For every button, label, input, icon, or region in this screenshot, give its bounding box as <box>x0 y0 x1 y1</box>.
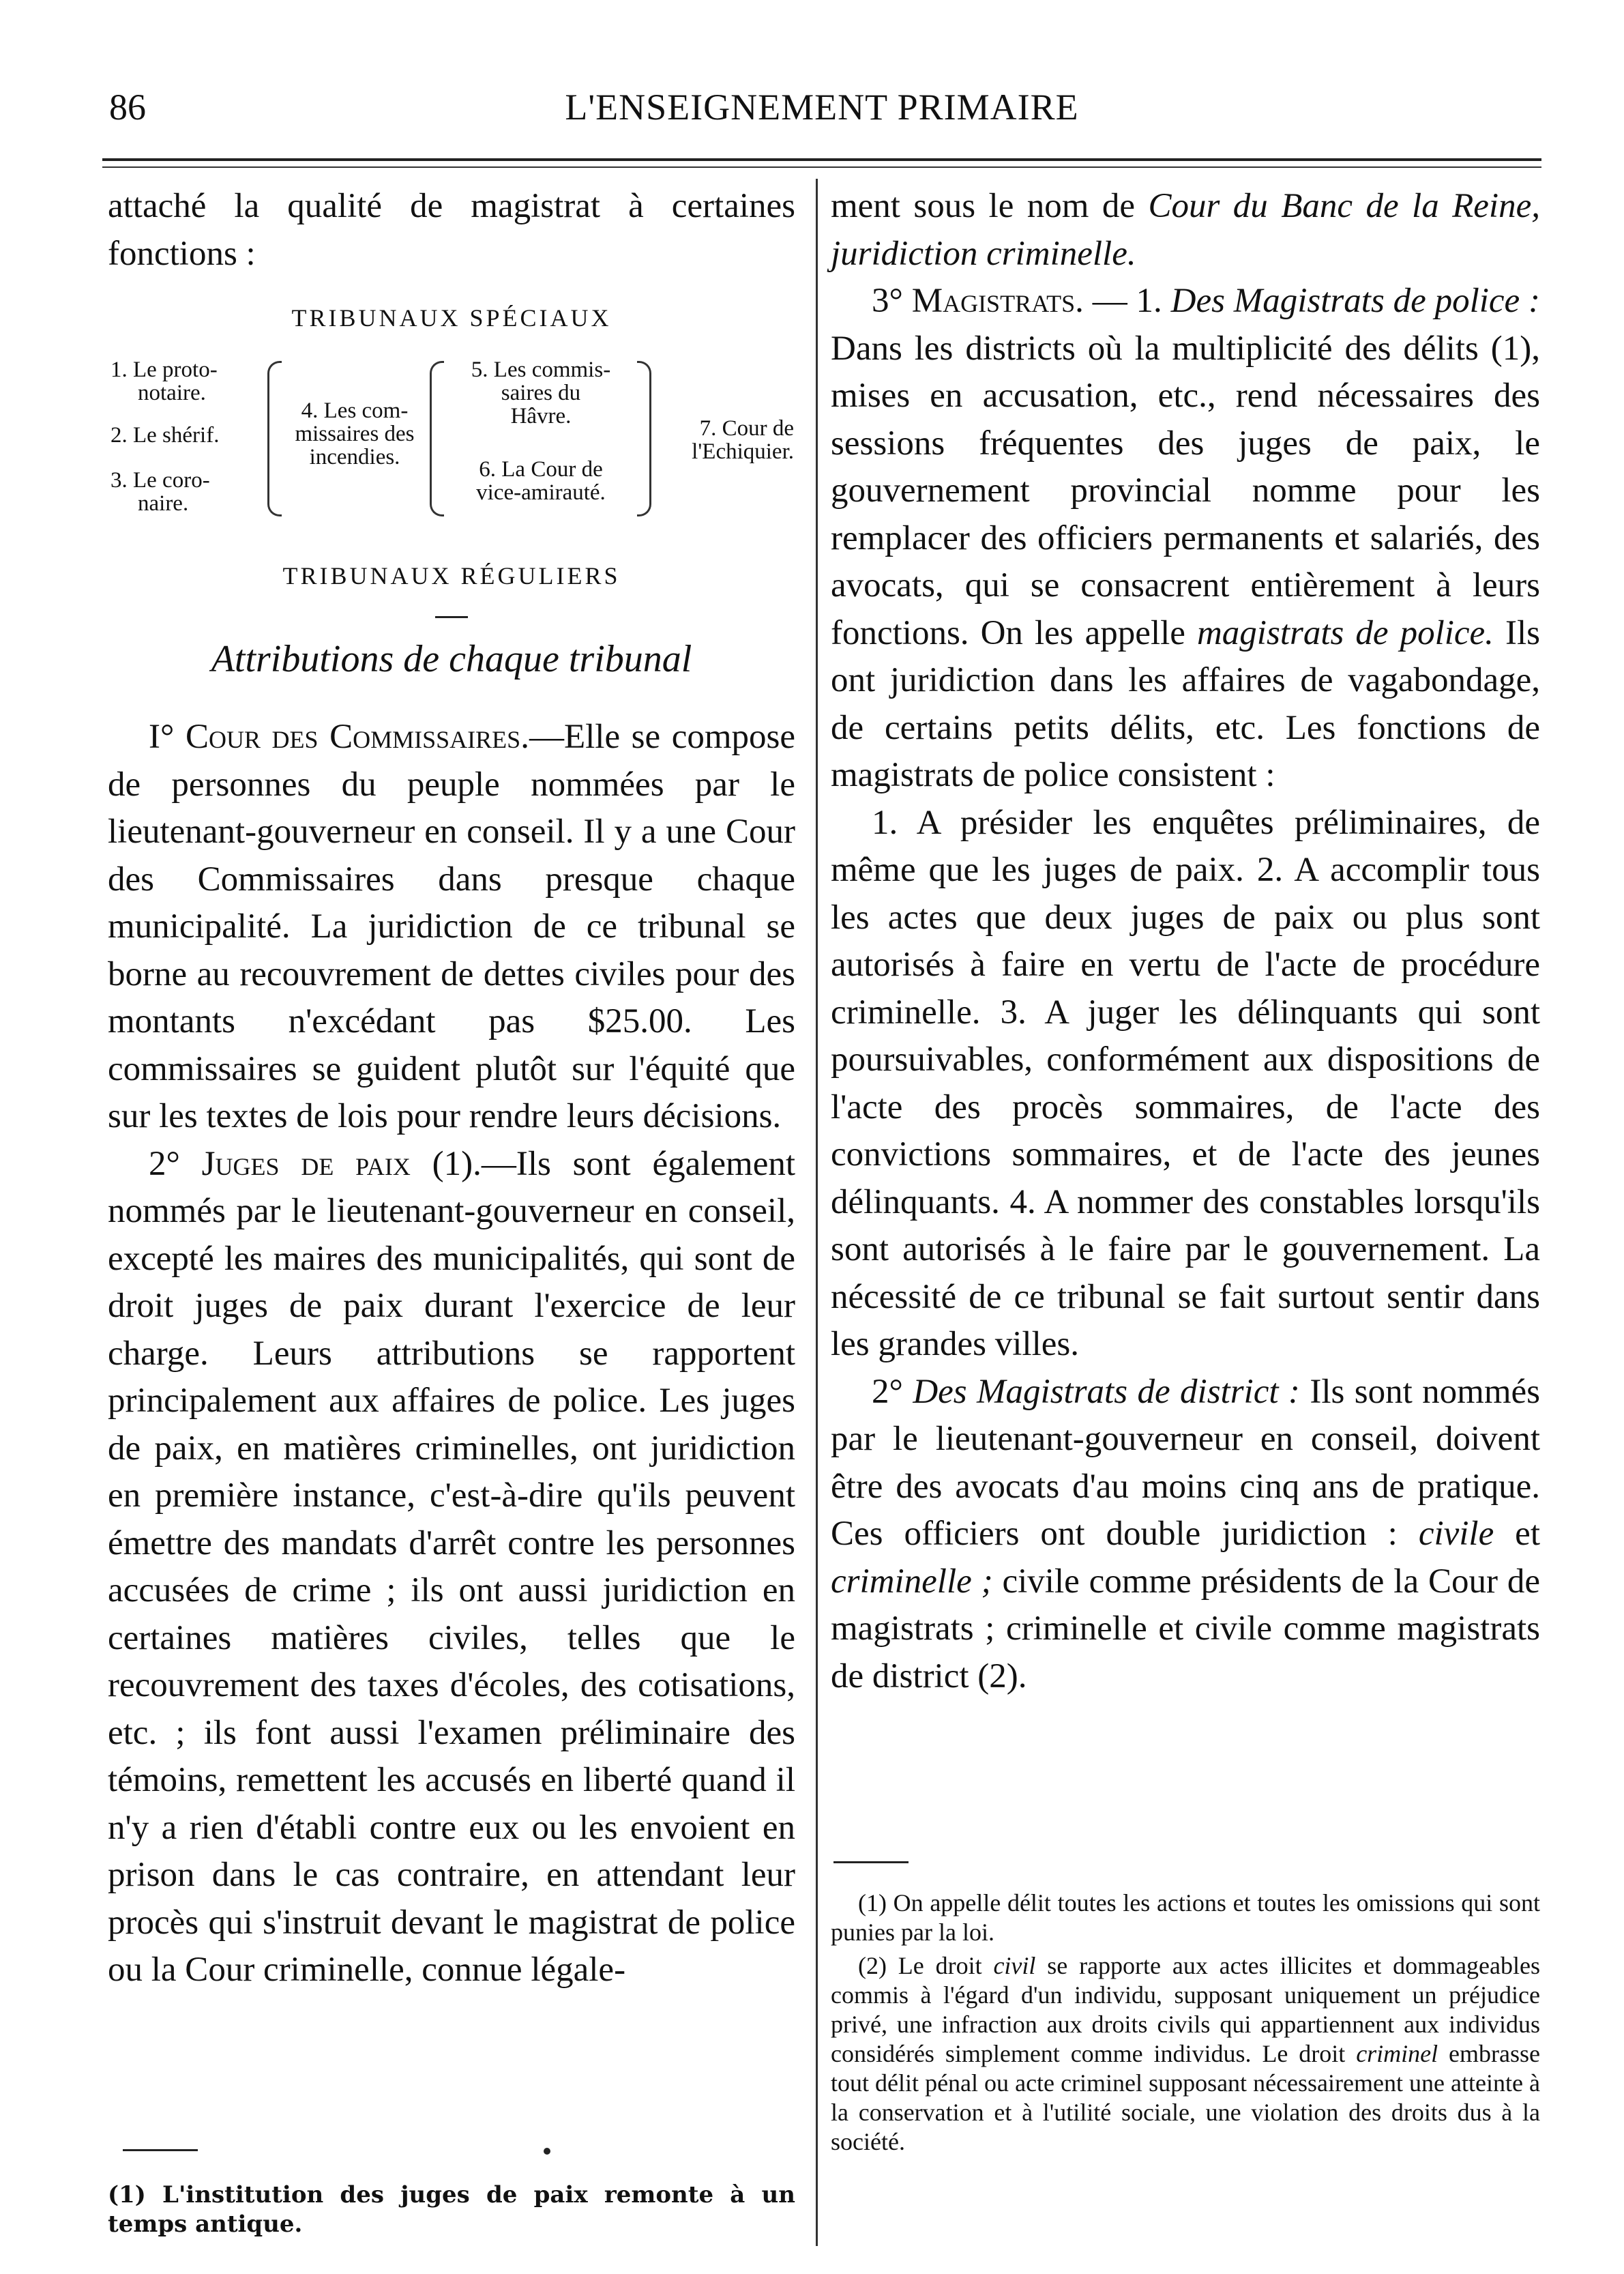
regular-tribunals-heading: TRIBUNAUX RÉGULIERS <box>282 562 621 589</box>
diagram-item-commissaires-incendies: 4. Les com- missaires des incendies. <box>295 398 415 469</box>
page-number: 86 <box>109 87 146 128</box>
footnote-left: (1) L'institution des juges de paix remonte à un temps antique. <box>108 2181 795 2238</box>
diagram-item-vice-amiraute: 6. La Cour de vice-amirauté. <box>476 457 606 505</box>
special-tribunals-heading: TRIBUNAUX SPÉCIAUX <box>291 304 612 332</box>
footnote-2: (2) Le droit civil se rapporte aux actes illicites et dommageables commis à l'égard d'un individu, supposant uniquement un préjudice privé, une infraction aux droits civils qui appartiennent aux individus considérés simplement comme individus. Le droit criminel embrasse tout délit pénal ou acte criminel supposant nécessairement une atteinte à la conservation et à l'utilité sociale, une violation des droits dus à la société. <box>831 1952 1541 2155</box>
diagram-item-sherif: 2. Le shérif. <box>110 423 220 448</box>
brace-left-1 <box>267 361 282 516</box>
page-header <box>102 81 1541 142</box>
footnote-rule-right <box>833 1861 909 1863</box>
footnote-1: (1) On appelle délit toutes les actions et toutes les omissions qui sont punies par la loi. <box>831 1889 1540 1946</box>
brace-right <box>637 361 651 516</box>
heading-dash <box>435 616 468 618</box>
column-separator <box>816 179 818 2246</box>
paragraph-functions-list: 1. A présider les enquêtes préliminaires, de même que les juges de paix. 2. A accomplir tous les actes que deux juges de paix ou plus sont autorisés à faire en vertu de l'acte de procédure criminelle. 3. A juger les délinquants qui sont poursuivables, conformément aux dispositions de l'acte des procès sommaires, de l'acte des convictions sommaires, et de l'acte des jeunes délinquants. 4. A nommer des constables lorsqu'ils sont autorisés à le faire par le gouvernement. La nécessité de ce tribunal se fait surtout sentir dans les grandes villes. <box>831 803 1540 1363</box>
paragraph-magistrats-district: 2° Des Magistrats de district : Ils sont nommés par le lieutenant-gouverneur en conseil, doivent être des avocats d'au moins cinq ans de pratique. Ces officiers ont double juridiction : civile et criminelle ; civile comme présidents de la Cour de magistrats ; criminelle et civile comme magistrats de district (2). <box>831 1372 1540 1695</box>
intro-paragraph: attaché la qualité de magistrat à certaines fonctions : <box>108 187 795 273</box>
running-title: L'ENSEIGNEMENT PRIMAIRE <box>565 87 1079 128</box>
paragraph-continuation: ment sous le nom de Cour du Banc de la Reine, juridiction criminelle. <box>831 187 1540 273</box>
paragraph-juges-de-paix: 2° Juges de paix (1).—Ils sont également nommés par le lieutenant-gouverneur en conseil, excepté les maires des municipalités, qui sont de droit juges de paix durant l'exercice de leur charge. Leurs attributions se rapportent principalement aux affaires de police. Les juges de paix, en matières criminelles, ont juridiction en première instance, c'est-à-dire qu'ils peuvent émettre des mandats d'arrêt contre les personnes accusées de crime ; ils ont aussi juridiction en certaines matières civiles, telles que le recouvrement des taxes d'écoles, des cotisations, etc. ; ils font aussi l'examen préliminaire des témoins, remettent les accusés en liberté quand il n'y a rien d'établi contre eux ou les envoient en prison dans le cas contraire, en attendant leur procès qui s'instruit devant le magistrat de police ou la Cour criminelle, connue légale- <box>108 1144 795 1989</box>
header-rule <box>102 158 1541 161</box>
footnote-rule-left <box>123 2149 198 2151</box>
printer-dot <box>544 2148 550 2155</box>
special-tribunals-diagram <box>108 358 795 536</box>
footnotes-right <box>831 1889 1540 2161</box>
brace-left-2 <box>430 361 444 516</box>
attributions-title: Attributions de chaque tribunal <box>211 638 692 680</box>
diagram-item-coronaire: 3. Le coro- naire. <box>110 468 210 516</box>
paragraph-cour-commissaires: I° Cour des Commissaires.—Elle se compose de personnes du peuple nommées par le lieutenant-gouverneur en conseil. Il y a une Cour des Commissaires dans presque chaque municipalité. La juridiction de ce tribunal se borne au recouvrement de dettes civiles pour des montants n'excédant pas $25.00. Les commissaires se guident plutôt sur l'équité que sur les textes de lois pour rendre leurs décisions. <box>108 718 795 1135</box>
diagram-item-commissaires-havre: 5. Les commis- saires du Hâvre. <box>471 358 611 428</box>
left-column <box>108 183 795 1994</box>
diagram-item-protonotaire: 1. Le proto- notaire. <box>110 358 218 405</box>
right-column <box>831 183 1540 1700</box>
diagram-item-echiquier: 7. Cour de l'Echiquier. <box>692 416 794 464</box>
paragraph-magistrats: 3° Magistrats. — 1. Des Magistrats de police : Dans les districts où la multiplicité des délits (1), mises en accusation, etc., rend nécessaires des sessions fréquentes des juges de paix, le gouvernement provincial nomme pour les remplacer des officiers permanents et salariés, des avocats, qui se consacrent entièrement à leurs fonctions. On les appelle magistrats de police. Ils ont juridiction dans les affaires de vagabondage, de certains petits délits, etc. Les fonctions de magistrats de police consistent : <box>831 282 1541 794</box>
header-rule-thin <box>102 166 1541 168</box>
